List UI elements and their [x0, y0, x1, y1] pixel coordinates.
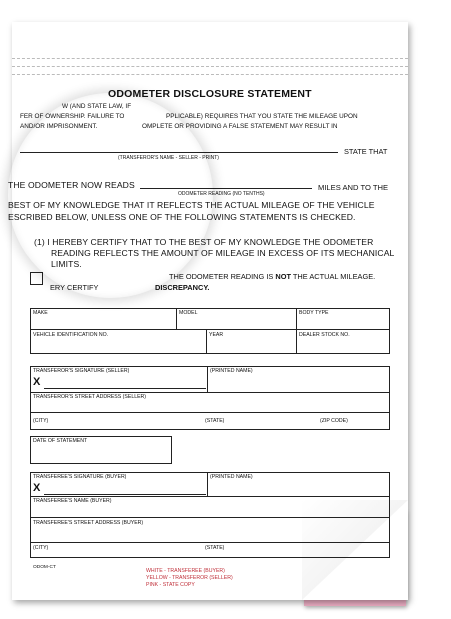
perforation-line: [12, 66, 408, 67]
certification-2-text: THE ODOMETER READING IS NOT THE ACTUAL MILEAGE.: [169, 272, 376, 281]
transferor-name-line[interactable]: [20, 152, 338, 153]
buyer-street-field[interactable]: TRANSFEREE'S STREET ADDRESS (BUYER): [33, 520, 144, 526]
vin-field[interactable]: VEHICLE IDENTIFICATION NO.: [33, 332, 109, 338]
seller-printed-name-field[interactable]: (PRINTED NAME): [210, 368, 253, 374]
year-field[interactable]: YEAR: [209, 332, 224, 338]
odometer-now-reads-text: THE ODOMETER NOW READS: [8, 180, 135, 190]
seller-city-field[interactable]: (CITY): [33, 418, 49, 424]
knowledge-text: BEST OF MY KNOWLEDGE THAT IT REFLECTS THE ACTUAL MILEAGE OF THE VEHICLE: [8, 200, 375, 210]
certification-1-text: LIMITS.: [51, 259, 82, 269]
buyer-signature-field[interactable]: TRANSFEREE'S SIGNATURE (BUYER): [33, 474, 127, 480]
copy-legend-yellow: YELLOW - TRANSFEROR (SELLER): [146, 575, 233, 581]
form-code: ODOM-CT: [33, 565, 56, 570]
certification-1-text: (1) I HEREBY CERTIFY THAT TO THE BEST OF MY KNOWLEDGE THE ODOMETER: [34, 237, 374, 247]
buyer-state-field[interactable]: (STATE): [205, 545, 225, 551]
certification-1-text: READING REFLECTS THE AMOUNT OF MILEAGE IN EXCESS OF ITS MECHANICAL: [51, 248, 395, 258]
dealer-stock-field[interactable]: DEALER STOCK NO.: [299, 332, 350, 338]
copy-legend-white: WHITE - TRANSFEREE (BUYER): [146, 568, 225, 574]
intro-text: PPLICABLE) REQUIRES THAT YOU STATE THE MILEAGE UPON: [166, 113, 358, 120]
intro-text: OMPLETE OR PROVIDING A FALSE STATEMENT MAY RESULT IN: [142, 123, 338, 130]
model-field[interactable]: MODEL: [179, 310, 198, 316]
seller-zip-field[interactable]: (ZIP CODE): [320, 418, 348, 424]
intro-text: FER OF OWNERSHIP. FAILURE TO: [20, 113, 125, 120]
seller-state-field[interactable]: (STATE): [205, 418, 225, 424]
buyer-name-field[interactable]: TRANSFEREE'S NAME (BUYER): [33, 498, 112, 504]
perforation-line: [12, 58, 408, 59]
form-title: ODOMETER DISCLOSURE STATEMENT: [108, 88, 312, 100]
transferor-name-label: (TRANSFEROR'S NAME - SELLER - PRINT): [118, 155, 219, 161]
buyer-city-field[interactable]: (CITY): [33, 545, 49, 551]
certification-2-text: ERY CERTIFY: [50, 283, 99, 292]
knowledge-text: ESCRIBED BELOW, UNLESS ONE OF THE FOLLOWING STATEMENTS IS CHECKED.: [8, 212, 356, 222]
body-type-field[interactable]: BODY TYPE: [299, 310, 329, 316]
perforation-line: [12, 74, 408, 75]
seller-signature-field[interactable]: TRANSFEROR'S SIGNATURE (SELLER): [33, 368, 130, 374]
seller-sign-here-mark: X: [33, 376, 41, 388]
certification-2-text: DISCREPANCY.: [155, 283, 210, 292]
vehicle-info-table: [30, 308, 390, 354]
buyer-sign-here-mark: X: [33, 482, 41, 494]
odometer-reading-line[interactable]: [140, 188, 312, 189]
miles-text: MILES AND TO THE: [318, 183, 389, 192]
intro-text: AND/OR IMPRISONMENT.: [20, 123, 98, 130]
seller-street-field[interactable]: TRANSFEROR'S STREET ADDRESS (SELLER): [33, 394, 147, 400]
make-field[interactable]: MAKE: [33, 310, 48, 316]
state-that-text: STATE THAT: [344, 147, 388, 156]
date-of-statement-field[interactable]: DATE OF STATEMENT: [33, 438, 88, 444]
intro-text: W (AND STATE LAW, IF: [62, 103, 132, 110]
copy-legend-pink: PINK - STATE COPY: [146, 582, 195, 588]
buyer-printed-name-field[interactable]: (PRINTED NAME): [210, 474, 253, 480]
certification-2-checkbox[interactable]: [30, 272, 43, 285]
odometer-no-tenths-label: ODOMETER READING (NO TENTHS): [178, 191, 265, 197]
